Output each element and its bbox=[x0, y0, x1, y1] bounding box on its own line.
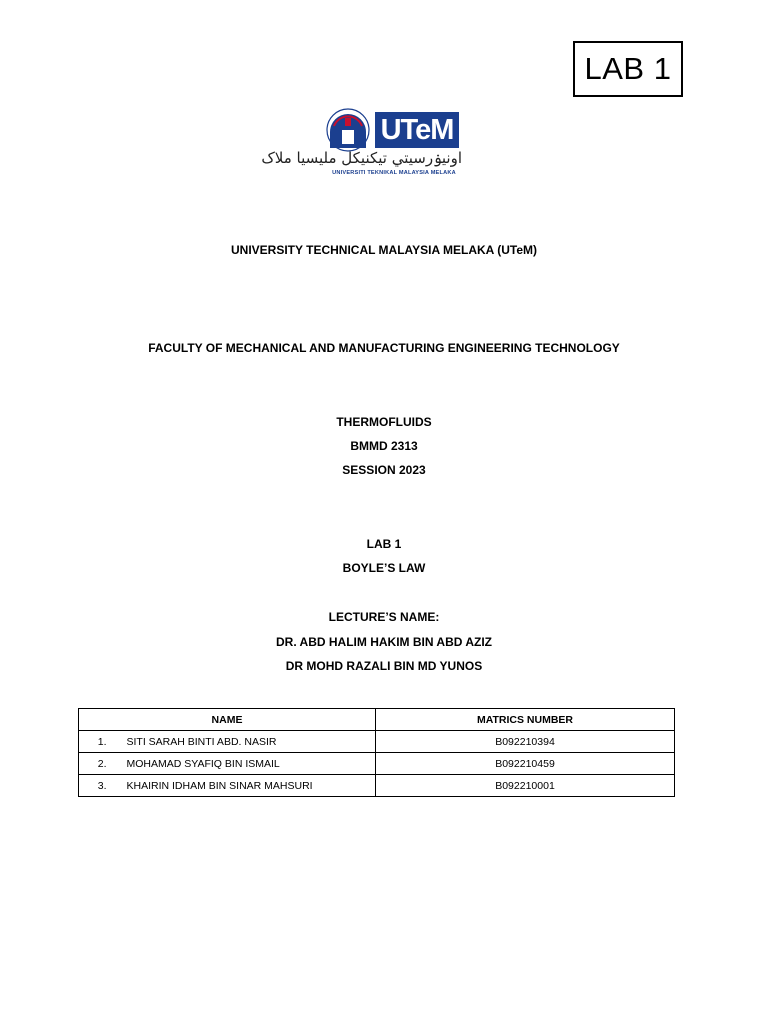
member-matrics: B092210001 bbox=[376, 775, 675, 797]
university-name: UNIVERSITY TECHNICAL MALAYSIA MELAKA (UTeM) bbox=[230, 243, 537, 257]
lab-number: LAB 1 bbox=[366, 537, 402, 551]
utem-jawi-text: اونيۏرسيتي تيكنيکل مليسيا ملاک bbox=[261, 149, 462, 167]
member-name: KHAIRIN IDHAM BIN SINAR MAHSURI bbox=[119, 775, 376, 797]
utem-logo bbox=[261, 106, 462, 182]
member-matrics: B092210394 bbox=[376, 731, 675, 753]
header-matrics: MATRICS NUMBER bbox=[376, 709, 675, 731]
members-table bbox=[78, 708, 675, 797]
member-matrics: B092210459 bbox=[376, 753, 675, 775]
course-name: THERMOFLUIDS bbox=[336, 415, 432, 429]
lab-title: BOYLE’S LAW bbox=[342, 561, 426, 575]
lecturer-name-1: DR. ABD HALIM HAKIM BIN ABD AZIZ bbox=[276, 635, 492, 649]
table-header-row bbox=[79, 709, 675, 731]
lecturer-name-2: DR MOHD RAZALI BIN MD YUNOS bbox=[285, 659, 483, 673]
utem-emblem-icon bbox=[322, 108, 378, 152]
member-name: SITI SARAH BINTI ABD. NASIR bbox=[119, 731, 376, 753]
header-name: NAME bbox=[79, 709, 376, 731]
row-index: 1. bbox=[79, 731, 119, 753]
course-code: BMMD 2313 bbox=[350, 439, 418, 453]
table-row bbox=[79, 731, 675, 753]
course-session: SESSION 2023 bbox=[342, 463, 426, 477]
row-index: 2. bbox=[79, 753, 119, 775]
lab-label-box: LAB 1 bbox=[573, 41, 683, 97]
table-row bbox=[79, 753, 675, 775]
member-name: MOHAMAD SYAFIQ BIN ISMAIL bbox=[119, 753, 376, 775]
table-row bbox=[79, 775, 675, 797]
utem-wordmark: UTeM bbox=[375, 112, 459, 148]
lecturer-heading: LECTURE’S NAME: bbox=[328, 610, 440, 624]
faculty-name: FACULTY OF MECHANICAL AND MANUFACTURING ENGINEERING TECHNOLOGY bbox=[148, 341, 620, 355]
row-index: 3. bbox=[79, 775, 119, 797]
utem-logo-caption: UNIVERSITI TEKNIKAL MALAYSIA MELAKA bbox=[332, 170, 456, 176]
